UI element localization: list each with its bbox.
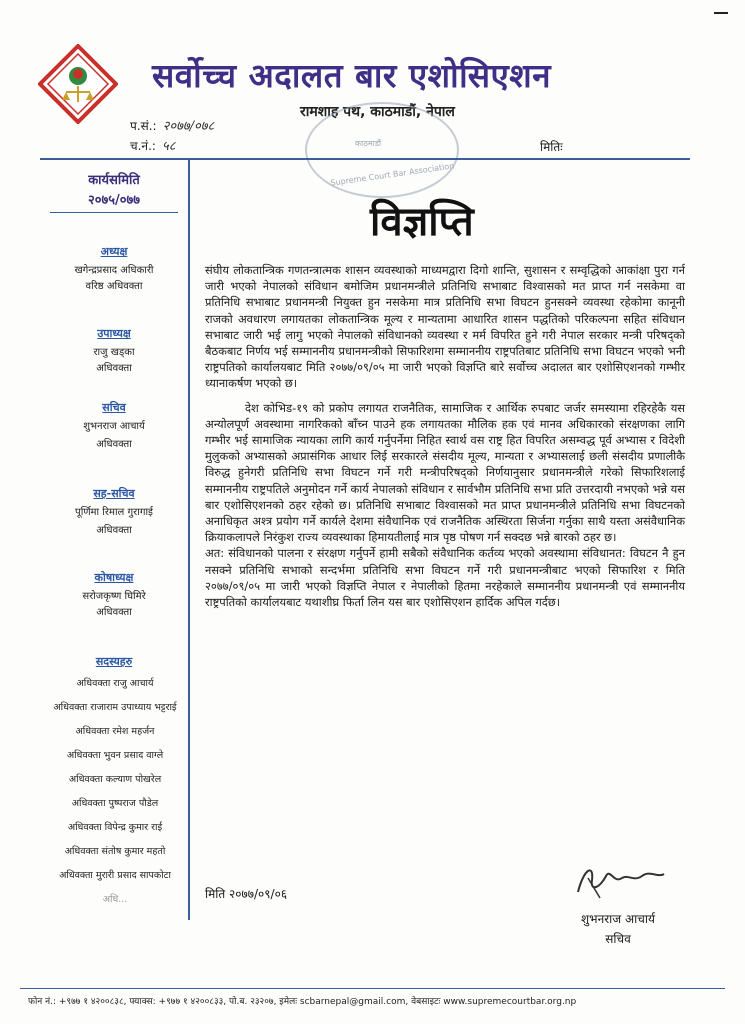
secretary-title: अधिवक्ता [96,439,132,450]
member-item: अधि... [102,894,128,905]
member-item: अधिवक्ता विपेन्द्र कुमार राई [67,822,163,833]
joint-secretary-title: अधिवक्ता [96,525,132,536]
committee-heading: कार्यसमिति [88,173,140,188]
notice-body [205,262,685,610]
committee-sidebar [40,160,190,920]
notice-paragraph-2: देश कोभिड-१९ को प्रकोप लगायत राजनैतिक, सामाजिक र आर्थिक रुपबाट जर्जर समस्यामा रहिरहेकै यस अन्योलपूर्ण अवस्थामा नागरिकको बाँच्न पाउने हक लगायतका मौलिक हक एवं मानव अधिकारको संरक्षणका लागि गम्भीर भई सामाजिक न्यायका लागि कार्य गर्नुपर्नेमा निहित स्वार्थ वस राष्ट्र हित विपरित असम्वद्ध पूर्व अभ्यास र विदेशी मुलुकको अभ्यासको अप्रासंगिक आधार लिई सरकारले संसदीय मूल्य, मान्यता र अभ्यासलाई छली संसदीय प्रणालीकै विरुद्ध हुनेगरी प्रतिनिधि सभा विघटन गर्ने गरी मन्त्रीपरिषद्को निर्णयानुसार प्रधानमन्त्रीले गरेको सिफारिशलाई सम्माननीय राष्ट्रपतिले अनुमोदन गर्ने कार्य नेपालको संविधान र सार्वभौम प्रतिनिधि सभा प्रति उत्तरदायी नभएको भन्ने यस बार एशोसिएशनको ठहर रहेको छ। प्रतिनिधि सभाबाट विश्वासको मत प्राप्त प्रधानमन्त्रीले प्रतिनिधि सभा विघटनको अनाधिकृत अश्त्र प्रयोग गर्ने कार्यले देशमा संवैधानिक एवं राजनैतिक अस्थिरता सिर्जना गर्नुका साथै यस्ता असंवैधानिक क्रियाकलापले निरंकुश राज्य व्यवस्थाका हिमायतीलाई मात्र पृष्ठ पोषण गर्न सक्दछ भन्ने बारको ठहर छ। [205,400,685,545]
ps-value: २०७७/०७८ [162,119,215,134]
vice-president-title: अधिवक्ता [96,363,132,374]
notice-paragraph-3: अत: संविधानको पालना र संरक्षण गर्नुपर्ने हामी सबैको संवैधानिक कर्तव्य भएको अवस्थामा संविधानत: विघटन नै हुन नसक्ने प्रतिनिधि सभाको सन्दर्भमा प्रतिनिधि सभा विघटन गर्ने गरी प्रधानमन्त्रीबाट भएको सिफारिश र मिति २०७७/०९/०५ मा जारी भएको विज्ञप्ति नेपाल र नेपालीको हितमा नरहेकाले सम्माननीय प्रधानमन्त्री एवं सम्माननीय राष्ट्रपतिको कार्यालयबाट यथाशीघ्र फिर्ता लिन यस बार एशोसिएशन हार्दिक अपिल गर्दछ। [205,546,685,610]
president-name: खगेन्द्रप्रसाद अधिकारी [74,265,154,276]
signature-icon [570,858,670,902]
treasurer-name: सरोजकृष्ण घिमिरे [82,591,146,602]
treasurer-title: अधिवक्ता [96,607,132,618]
president-title: वरिष्ठ अधिवक्ता [85,281,143,292]
association-logo-icon [38,44,118,124]
stamp-inner-text: काठमाडौं [355,139,382,148]
cn-value: ५८ [161,139,176,154]
member-item: अधिवक्ता राजु आचार्य [76,678,154,689]
role-vice-president: उपाध्यक्ष [97,327,131,340]
date-label: मितिः [540,140,563,154]
members-list [22,672,208,912]
sidebar-divider [50,212,178,213]
corner-mark [714,12,728,14]
cn-label: च.नं.: [130,139,156,153]
notice-date: मिति २०७७/०९/०६ [205,887,288,901]
joint-secretary-name: पूर्णिमा रिमाल गुरागाई [75,507,153,518]
stamp-text: Supreme Court Bar Association [329,161,455,188]
member-item: अधिवक्ता संतोष कुमार महतो [64,846,166,857]
member-item: अधिवक्ता पुष्पराज पौडेल [71,798,159,809]
address: रामशाह पथ, काठमाडौं, नेपाल [300,104,455,120]
secretary-name: शुभनराज आचार्य [83,421,145,432]
footer-contact: फोन नं.: +९७७ १ ४२००८३८, फ्याक्स: +९७७ १ ४२००८३३, पो.ब. २३२०७, इमेलः scbarnepal@gmail.com, वेबसाइटः www.supremecourtbar.org.np [28,997,577,1007]
official-stamp [305,102,459,198]
member-item: अधिवक्ता रमेश महर्जन [75,726,155,737]
member-item: अधिवक्ता मुरारी प्रसाद सापकोटा [59,870,171,881]
organization-name: सर्वोच्च अदालत बार एशोसिएशन [152,56,552,95]
member-item: अधिवक्ता राजाराम उपाध्याय भट्टराई [53,702,177,713]
footer-divider [20,988,725,989]
role-members: सदस्यहरु [95,655,133,668]
role-treasurer: कोषाध्यक्ष [94,571,134,584]
notice-paragraph-1: संघीय लोकतान्त्रिक गणतन्त्रात्मक शासन व्यवस्थाको माध्यमद्वारा दिगो शान्ति, सुशासन र सम्वृद्धिको आकांक्षा पुरा गर्न जारी भएको नेपालको संविधान बमोजिम प्रधानमन्त्रीले प्रतिनिधि सभाबाट विश्वासको मत प्राप्त गर्न नसकेमा वा प्रतिनिधि सभाबाट प्रधानमन्त्री नियुक्त हुन नसकेमा मात्र प्रतिनिधि सभा विघटन हुनसक्ने व्यवस्था रहेकोमा कानूनी राजको अवधारण लगायतका लोकतान्त्रिक मूल्य र मान्यतामा आधारित शासन पद्धतिको परिकल्पना सहित संविधान सभाबाट जारी भई लागु भएको नेपालको संविधानको व्यवस्था र मर्म विपरित हुने गरी नेपाल सरकार मन्त्री परिषद्को बैठकबाट निर्णय भई सम्माननीय प्रधानमन्त्रीको सिफारिशमा सम्माननीय राष्ट्रपतिबाट प्रतिनिधि सभा विघटन भएको भनी राष्ट्रपतिको कार्यालयबाट मिति २०७७/०९/०५ मा जारी भएको विज्ञप्ति बारे सर्वोच्च अदालत बार एशोसिएशनको गम्भीर ध्यानाकर्षण भएको छ। [205,263,685,391]
member-item: अधिवक्ता कल्याण पोखरेल [68,774,162,785]
notice-title: विज्ञप्ति [370,198,474,245]
role-president: अध्यक्ष [100,245,128,258]
member-item: अधिवक्ता भुवन प्रसाद वाग्ले [66,750,164,761]
reference-ps [130,116,214,134]
role-joint-secretary: सह-सचिव [93,487,135,500]
signatory-title: सचिव [605,932,631,946]
committee-term: २०७५/०७७ [87,193,141,208]
vice-president-name: राजु खड्का [93,347,135,358]
role-secretary: सचिव [102,401,126,414]
ps-label: प.सं.: [130,119,157,133]
reference-cn [130,136,175,154]
signatory-name: शुभनराज आचार्य [581,912,655,926]
